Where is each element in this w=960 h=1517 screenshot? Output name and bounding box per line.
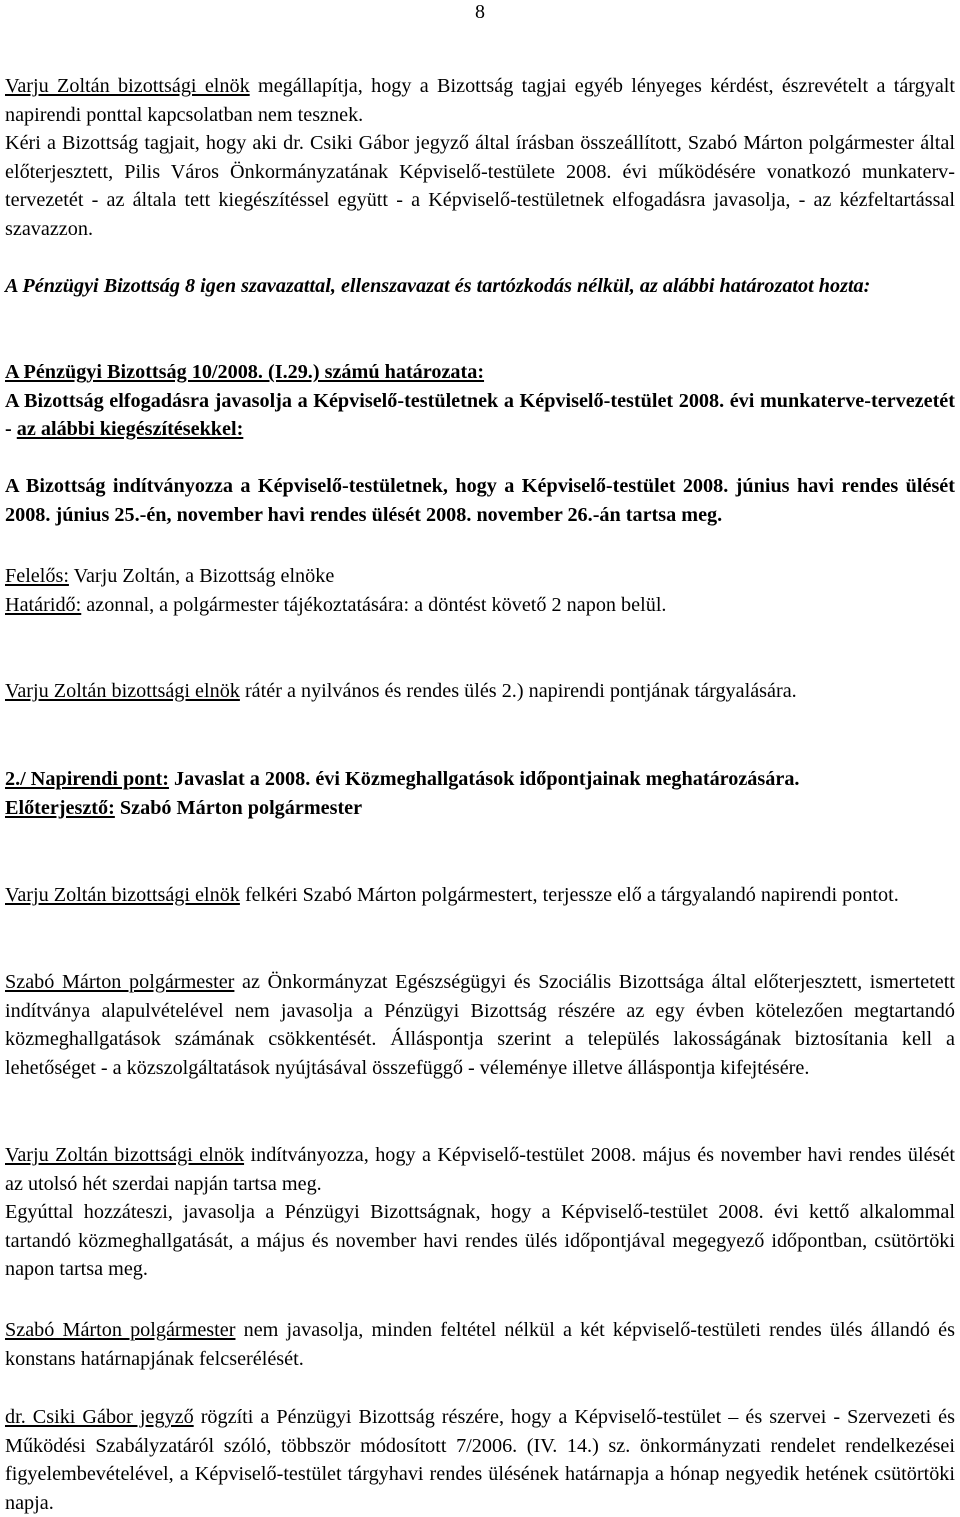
paragraph: Kéri a Bizottság tagjait, hogy aki dr. Csiki Gábor jegyző által írásban összeállított, Szabó Márton polgármester által előterjesztett, Pilis Város Önkormányzatának Képviselő-testülete 2008. évi működésére vonatkozó munkaterv-tervezetét - az általa tett kiegészítéssel együtt - a Képviselő-testületnek elfogadásra javasolja, - az kézfeltartással szavazzon.: [5, 132, 955, 240]
speaker-name: Varju Zoltán bizottsági elnök: [5, 75, 250, 97]
paragraph: Varju Zoltán bizottsági elnök rátér a nyilvános és rendes ülés 2.) napirendi pontjának tárgyalására.: [5, 680, 797, 702]
resolution-body: A Bizottság elfogadásra javasolja a Képviselő-testületnek a Képviselő-testület 2008. évi munkaterve-tervezetét - az alábbi kiegészítésekkel:: [5, 389, 955, 441]
paragraph-text: megállapítja, hogy a Bizottság tagjai egyéb lényeges kérdést, észrevételt a tárgyalt napirendi ponttal kapcsolatban nem tesznek.: [5, 75, 956, 126]
paragraph: Varju Zoltán bizottsági elnök felkéri Szabó Márton polgármestert, terjessze elő a tárgyalandó napirendi pontot.: [5, 884, 899, 906]
agenda-presenter: Előterjesztő: Szabó Márton polgármester: [5, 796, 363, 819]
agenda-label: 2./ Napirendi pont:: [5, 768, 169, 790]
mayor-statement-2: [5, 1316, 955, 1373]
paragraph: Egyúttal hozzáteszi, javasolja a Pénzügyi Bizottságnak, hogy a Képviselő-testület 2008. évi kettő alkalommal tartandó közmeghallgatását, a május és november havi rendes ülés időpontjával megegyező időpontban, csütörtöki napon tartsa meg.: [5, 1201, 955, 1281]
resolution-title: A Pénzügyi Bizottság 10/2008. (I.29.) számú határozata:: [5, 361, 485, 383]
vote-result: [5, 272, 955, 301]
paragraph: Szabó Márton polgármester az Önkormányzat Egészségügyi és Szociális Bizottsága által előterjesztett, ismertetett indítványa alapulvételével nem javasolja a Pénzügyi Bizottság részére az egy évben kötelezően megtartandó közmeghallgatások számának csökkentését. Álláspontja szerint a település lakosságának biztosítania kell a lehetőséget - a közszolgáltatások nyújtásával összefüggő - véleménye illetve álláspontja kifejtésére.: [5, 971, 955, 1079]
chair-request: [5, 881, 955, 910]
next-agenda-intro: [5, 677, 955, 706]
deadline: Határidő: azonnal, a polgármester tájékoztatására: a döntést követő 2 napon belül.: [5, 593, 667, 616]
chair-statement: [5, 72, 955, 244]
notary-statement: [5, 1403, 955, 1517]
paragraph: dr. Csiki Gábor jegyző rögzíti a Pénzügyi Bizottság részére, hogy a Képviselő-testület – és szervei - Szervezeti és Működési Szabályzatáról szóló, többször módosított 7/2006. (IV. 14.) sz. önkormányzati rendelet rendelkezései figyelembevételével, a Képviselő-testület tárgyhavi rendes ülésének határnapja a hónap negyedik hetének csütörtöki napja.: [5, 1406, 956, 1514]
resolution-meta: [5, 562, 955, 619]
agenda-item: [5, 765, 955, 822]
paragraph: [5, 72, 955, 129]
resolution-amendments-label: az alábbi kiegészítésekkel:: [16, 418, 244, 441]
agenda-title: 2./ Napirendi pont: Javaslat a 2008. évi Közmeghallgatások időpontjainak meghatározására.: [5, 768, 800, 790]
mayor-statement: [5, 968, 955, 1082]
paragraph: Varju Zoltán bizottsági elnök indítványozza, hogy a Képviselő-testület 2008. május és november havi rendes ülését az utolsó hét szerdai napján tartsa meg.: [5, 1144, 955, 1195]
paragraph: Szabó Márton polgármester nem javasolja, minden feltétel nélkül a két képviselő-testületi rendes ülés állandó és konstans határnapjának felcserélését.: [5, 1319, 955, 1370]
resolution-proposal: A Bizottság indítványozza a Képviselő-testületnek, hogy a Képviselő-testület 2008. június havi rendes ülését 2008. június 25.-én, november havi rendes ülését 2008. november 26.-án tartsa meg.: [5, 475, 955, 526]
chair-motion: [5, 1141, 955, 1284]
responsible: Felelős: Varju Zoltán, a Bizottság elnöke: [5, 565, 335, 587]
page-number: 8: [475, 1, 485, 23]
resolution: [5, 358, 955, 530]
vote-text: A Pénzügyi Bizottság 8 igen szavazattal, ellenszavazat és tartózkodás nélkül, az alábbi határozatot hozta:: [5, 275, 871, 297]
